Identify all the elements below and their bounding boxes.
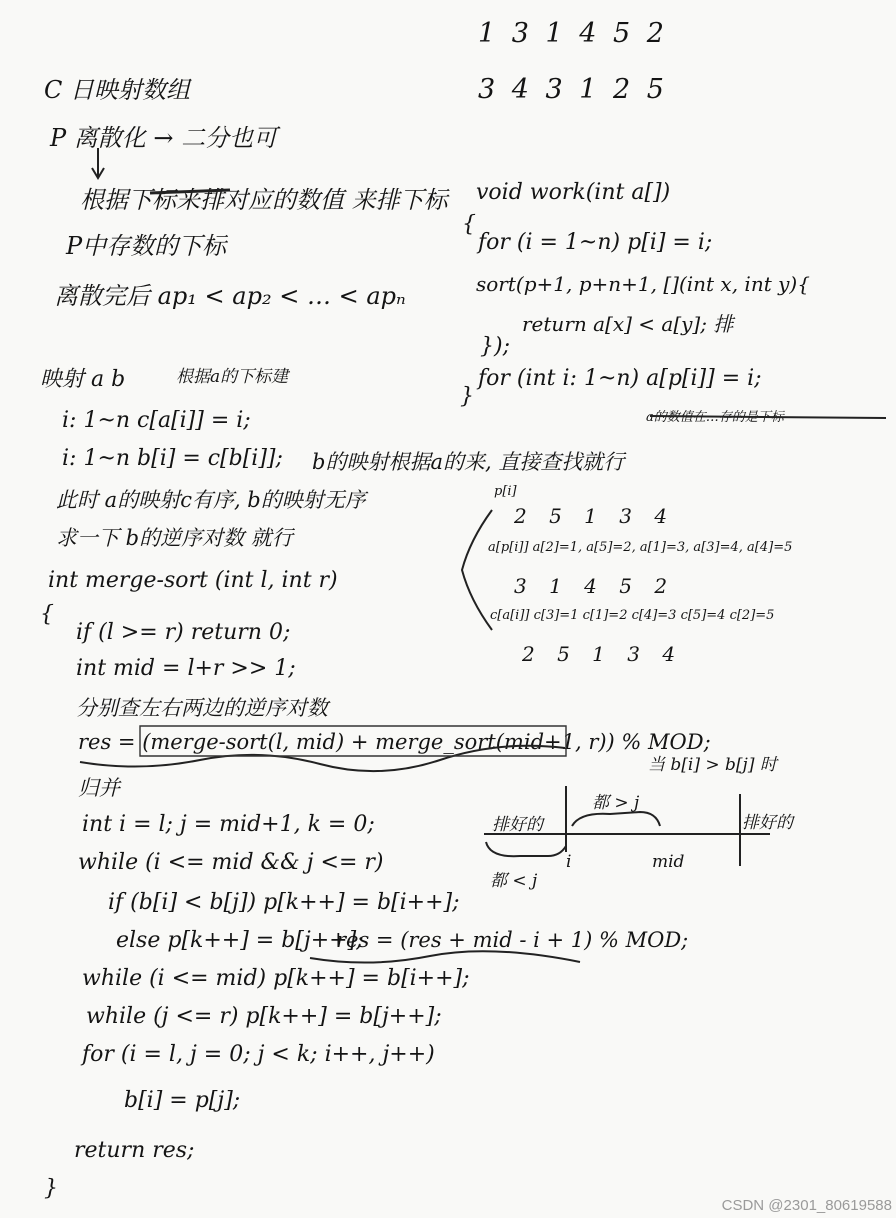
merge-brace-close: }	[44, 1176, 58, 1201]
work-brace-close: }	[460, 384, 474, 409]
work-signature: void work(int a[])	[476, 180, 671, 205]
merge-recurse: res = (merge-sort(l, mid) + merge_sort(mid+1, r)) % MOD;	[78, 730, 711, 754]
sort-by-index: 根据下标来排对应的数值 来排下标	[80, 186, 448, 214]
example-a-p-line: a[p[i]] a[2]=1, a[5]=2, a[1]=3, a[3]=4, a[4]=5	[488, 540, 793, 555]
inversion-note: 求一下 b的逆序对数 就行	[56, 526, 293, 550]
merge-res-update: res = (res + mid - i + 1) % MOD;	[336, 928, 689, 952]
c-heading: C 日映射数组	[44, 76, 190, 104]
merge-while-main: while (i <= mid && j <= r)	[78, 850, 384, 875]
merge-while-left: while (i <= mid) p[k++] = b[i++];	[82, 966, 470, 991]
top-row-2: 3 4 3 1 2 5	[478, 74, 668, 105]
diagram-label-mid: mid	[652, 852, 685, 872]
mapping-ab-note: 根据a的下标建	[176, 367, 289, 387]
merge-else: else p[k++] = b[j++];	[116, 928, 364, 953]
diagram-label-i: i	[566, 852, 572, 872]
p-discretize: P 离散化 → 二分也可	[50, 124, 278, 152]
diagram-all-less: 都 < j	[490, 871, 538, 891]
work-for-assign: for (int i: 1~n) a[p[i]] = i;	[478, 366, 762, 391]
example-p-label: p[i]	[494, 484, 517, 499]
merge-signature: int merge-sort (int l, int r)	[48, 568, 338, 593]
after-discretize: 离散完后 ap₁ < ap₂ < … < apₙ	[54, 282, 406, 310]
diagram-when-note: 当 b[i] > b[j] 时	[648, 755, 777, 775]
diagram-all-greater: 都 > j	[592, 793, 640, 813]
merge-label: 归并	[78, 776, 120, 800]
loop-b-note: b的映射根据a的来, 直接查找就行	[312, 450, 625, 474]
loop-b: i: 1~n b[i] = c[b[i]];	[62, 446, 283, 471]
example-c-line: c[a[i]] c[3]=1 c[1]=2 c[4]=3 c[5]=4 c[2]=5	[490, 608, 775, 623]
merge-return: return res;	[74, 1138, 195, 1163]
merge-base-case: if (l >= r) return 0;	[76, 620, 291, 645]
csdn-watermark: CSDN @2301_80619588	[721, 1197, 892, 1214]
work-return: return a[x] < a[y]; 排	[522, 312, 734, 336]
order-note: 此时 a的映射c有序, b的映射无序	[56, 488, 366, 512]
loop-c: i: 1~n c[a[i]] = i;	[62, 408, 251, 433]
work-sort: sort(p+1, p+n+1, [](int x, int y){	[476, 272, 810, 296]
example-a-values: 3 1 4 5 2	[514, 574, 676, 598]
merge-if: if (b[i] < b[j]) p[k++] = b[i++];	[108, 890, 460, 915]
merge-init: int i = l; j = mid+1, k = 0;	[82, 812, 375, 837]
example-p-values: 2 5 1 3 4	[514, 504, 676, 528]
merge-copy-body: b[i] = p[j];	[124, 1088, 241, 1113]
p-stores-index: P中存数的下标	[66, 232, 227, 260]
diagram-sorted-right: 排好的	[742, 813, 793, 833]
merge-brace-open: {	[40, 602, 54, 627]
merge-comment: 分别查左右两边的逆序对数	[76, 696, 328, 720]
diagram-sorted-left: 排好的	[492, 815, 543, 835]
mapping-ab: 映射 a b	[40, 367, 126, 392]
merge-while-right: while (j <= r) p[k++] = b[j++];	[86, 1004, 442, 1029]
merge-copy-loop: for (i = l, j = 0; j < k; i++, j++)	[82, 1042, 435, 1067]
top-row-1: 1 3 1 4 5 2	[478, 18, 668, 49]
merge-mid: int mid = l+r >> 1;	[76, 656, 296, 681]
work-brace-open: {	[462, 212, 476, 237]
work-note: a的数值在…存的是下标	[646, 410, 784, 425]
example-c-values: 2 5 1 3 4	[522, 642, 684, 666]
work-close: });	[480, 334, 510, 359]
work-for-init: for (i = 1~n) p[i] = i;	[478, 230, 713, 255]
